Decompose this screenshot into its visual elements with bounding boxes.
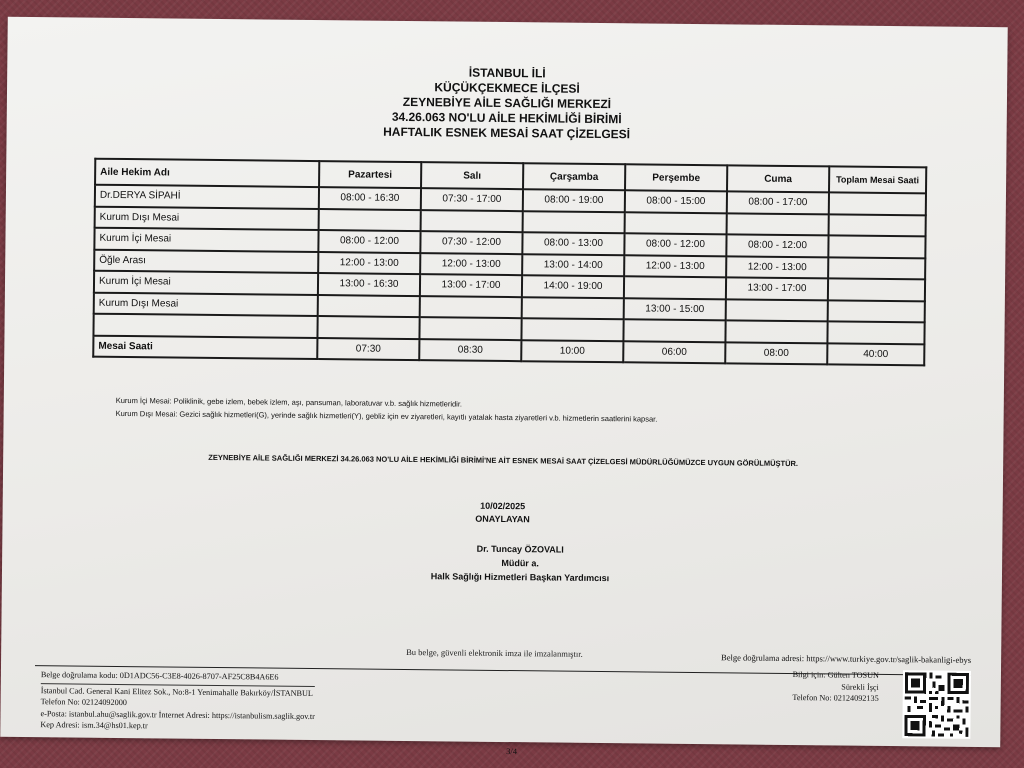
table-cell: 08:00 - 12:00 xyxy=(624,233,726,256)
table-cell: 14:00 - 19:00 xyxy=(522,275,624,298)
table-cell xyxy=(318,295,420,318)
table-cell xyxy=(829,214,926,237)
table-cell: 08:00 - 17:00 xyxy=(727,191,829,214)
table-cell xyxy=(623,319,725,342)
header-district: KÜÇÜKÇEKMECE İLÇESİ xyxy=(434,80,580,96)
table-cell xyxy=(522,297,624,320)
table-cell xyxy=(625,212,727,235)
office-kep: Kep Adresi: ism.34@hs01.kep.tr xyxy=(40,720,148,731)
column-header-friday: Cuma xyxy=(727,165,829,192)
table-cell xyxy=(727,213,829,236)
table-cell xyxy=(828,235,925,258)
table-cell: 08:00 - 12:00 xyxy=(726,234,828,257)
note-external-duty: Kurum Dışı Mesai: Gezici sağlık hizmetleri(G), yerinde sağlık hizmetleri(Y), gebliz için ev ziyaretleri, kayıtlı yatalak hasta ziyaretleri v.b. hizmetlerin saatlerini kapsar. xyxy=(115,408,658,424)
table-cell xyxy=(421,210,523,233)
table-cell: 08:00 - 19:00 xyxy=(523,189,625,212)
table-cell: 08:00 - 13:00 xyxy=(522,232,624,255)
total-row-label: Mesai Saati xyxy=(93,335,317,359)
row-label: Kurum Dışı Mesai xyxy=(94,292,318,316)
table-cell: 12:00 - 13:00 xyxy=(624,255,726,278)
approval-statement: ZEYNEBİYE AİLE SAĞLIĞI MERKEZİ 34.26.063 NO'LU AİLE HEKİMLİĞİ BİRİMİ'NE AİT ESNEK MESAİ SAAT ÇİZELGESİ MÜDÜRLÜĞÜMÜZCE UYGUN GÖRÜLMÜŞTÜR. xyxy=(208,452,799,469)
table-cell xyxy=(827,321,924,344)
table-cell: 12:00 - 13:00 xyxy=(420,253,522,276)
table-cell: 13:00 - 16:30 xyxy=(318,273,420,296)
column-header-monday: Pazartesi xyxy=(319,161,421,188)
schedule-table xyxy=(92,158,927,367)
table-cell: 12:00 - 13:00 xyxy=(726,256,828,279)
table-cell: 07:30 - 17:00 xyxy=(421,188,523,211)
total-cell-friday: 08:00 xyxy=(725,342,827,365)
table-cell: 13:00 - 17:00 xyxy=(420,274,522,297)
office-email-web: e-Posta: istanbul.ahu@saglik.gov.tr İnternet Adresi: https://istanbulism.saglik.gov.tr xyxy=(40,708,315,721)
approval-block xyxy=(3,495,1003,531)
table-cell xyxy=(828,300,925,323)
office-phone: Telefon No: 02124092000 xyxy=(40,697,127,708)
table-cell: 07:30 - 12:00 xyxy=(420,231,522,254)
table-cell xyxy=(726,299,828,322)
table-cell xyxy=(725,320,827,343)
signature-block xyxy=(400,541,640,586)
qr-code-icon xyxy=(902,670,971,739)
row-label: Kurum İçi Mesai xyxy=(94,228,318,252)
table-cell: 08:00 - 15:00 xyxy=(625,190,727,213)
info-contact-name: Bilgi için: Gülten TOSUN xyxy=(792,670,879,680)
info-contact-role: Sürekli İşçi xyxy=(841,682,879,692)
table-cell xyxy=(420,296,522,319)
document-page xyxy=(0,17,1007,757)
approval-date: 10/02/2025 xyxy=(480,500,526,512)
table-cell xyxy=(521,318,623,341)
table-cell: 08:00 - 12:00 xyxy=(318,230,420,253)
verification-address: Belge doğrulama adresi: https://www.turkiye.gov.tr/saglik-bakanligi-ebys xyxy=(720,652,972,665)
approver-title: ONAYLAYAN xyxy=(475,513,530,525)
table-cell: 13:00 - 17:00 xyxy=(726,277,828,300)
row-label: Dr.DERYA SİPAHİ xyxy=(95,185,319,209)
header-province: İSTANBUL İLİ xyxy=(468,65,546,81)
total-cell-thursday: 06:00 xyxy=(623,341,725,364)
header-unit: 34.26.063 NO'LU AİLE HEKİMLİĞİ BİRİMİ xyxy=(391,109,622,127)
legend-notes xyxy=(116,394,658,426)
total-cell-week: 40:00 xyxy=(827,343,924,366)
footer-info-contact xyxy=(792,669,879,704)
table-cell: 13:00 - 15:00 xyxy=(624,298,726,321)
info-contact-phone: Telefon No: 02124092135 xyxy=(792,693,879,703)
document-header xyxy=(7,61,1008,146)
column-header-wednesday: Çarşamba xyxy=(523,163,625,190)
table-cell: 13:00 - 14:00 xyxy=(522,254,624,277)
column-header-total: Toplam Mesai Saati xyxy=(829,166,926,193)
page-number: 3/4 xyxy=(506,746,518,757)
column-header-doctor: Aile Hekim Adı xyxy=(95,159,319,187)
table-cell xyxy=(828,278,925,301)
footer-contact xyxy=(40,669,315,733)
verification-code: Belge doğrulama kodu: 0D1ADC56-C3E8-4026-8707-AF25C8B4A6E6 xyxy=(40,670,279,682)
table-cell xyxy=(419,317,521,340)
table-cell xyxy=(319,209,421,232)
total-cell-tuesday: 08:30 xyxy=(419,339,521,362)
table-cell xyxy=(828,257,925,280)
table-cell: 08:00 - 16:30 xyxy=(319,187,421,210)
note-internal-duty: Kurum İçi Mesai: Poliklinik, gebe izlem, bebek izlem, aşı, pansuman, laboratuvar v.b. sağlık hizmetleridir. xyxy=(115,395,463,409)
signatory-role: Müdür a. xyxy=(501,557,539,569)
row-label: Öğle Arası xyxy=(94,249,318,273)
table-cell xyxy=(523,211,625,234)
office-address: İstanbul Cad. General Kani Elitez Sok., No:8-1 Yenimahalle Bakırköy/İSTANBUL xyxy=(41,683,315,699)
row-label xyxy=(93,314,317,338)
total-cell-wednesday: 10:00 xyxy=(521,340,623,363)
signatory-name: Dr. Tuncay ÖZOVALI xyxy=(476,543,564,555)
column-header-tuesday: Salı xyxy=(421,162,523,189)
total-cell-monday: 07:30 xyxy=(317,338,419,361)
row-label: Kurum İçi Mesai xyxy=(94,271,318,295)
esignature-note: Bu belge, güvenli elektronik imza ile imzalanmıştır. xyxy=(406,646,583,659)
row-label: Kurum Dışı Mesai xyxy=(95,206,319,230)
column-header-thursday: Perşembe xyxy=(625,164,727,191)
table-cell xyxy=(317,316,419,339)
table-cell: 12:00 - 13:00 xyxy=(318,252,420,275)
table-cell xyxy=(829,192,926,215)
table-cell xyxy=(624,276,726,299)
header-health-center: ZEYNEBİYE AİLE SAĞLIĞI MERKEZİ xyxy=(402,94,612,112)
signatory-position: Halk Sağlığı Hizmetleri Başkan Yardımcısı xyxy=(430,571,610,584)
document-title: HAFTALIK ESNEK MESAİ SAAT ÇİZELGESİ xyxy=(383,124,631,142)
